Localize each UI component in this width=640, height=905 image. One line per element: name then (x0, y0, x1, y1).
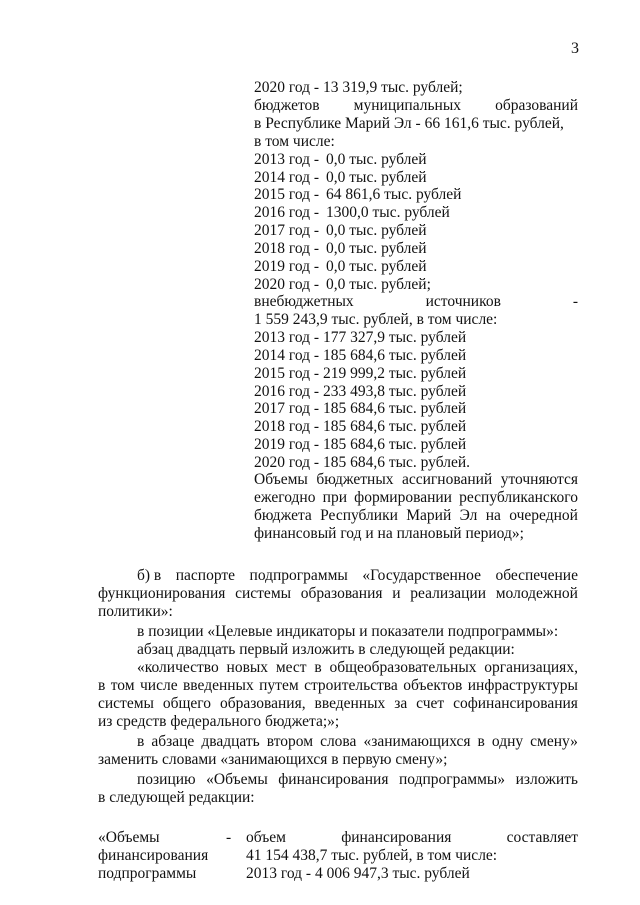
abzac-22-line-2: заменить словами «занимающихся в первую смену»; (98, 751, 448, 768)
municipal-heading-line (254, 97, 578, 114)
text-word: - (572, 293, 578, 310)
label-dash: - (226, 829, 232, 846)
volume-line-2: в следующей редакции: (98, 789, 255, 806)
page-number: 3 (571, 40, 579, 57)
label-line-3: подпрограммы (98, 865, 197, 882)
list-item: 2019 год - 185 684,6 тыс. рублей (254, 436, 467, 453)
list-item: 2018 год - 185 684,6 тыс. рублей (254, 418, 467, 435)
quote-line-2: в том числе введенных путем строительства объектов инфраструктуры (98, 677, 578, 694)
position-line: в позиции «Целевые индикаторы и показатели подпрограммы»: (137, 623, 559, 640)
volume-line-1: позицию «Объемы финансирования подпрограммы» изложить (137, 771, 578, 788)
list-item: 2019 год - 0,0 тыс. рублей (254, 258, 427, 275)
abzac-22-line-1: в абзаце двадцать втором слова «занимающихся в одну смену» (137, 733, 578, 750)
list-item: 2014 год - 0,0 тыс. рублей (254, 169, 427, 186)
note-line-1: Объемы бюджетных ассигнований уточняются (254, 471, 578, 488)
list-item: 2014 год - 185 684,6 тыс. рублей (254, 347, 467, 364)
text-word: образований (495, 97, 578, 114)
list-item: 2017 год - 185 684,6 тыс. рублей (254, 400, 467, 417)
budget-2020-line: 2020 год - 13 319,9 тыс. рублей; (254, 79, 463, 96)
value-line-1: объем финансирования составляет (246, 829, 578, 846)
quote-line-1: «количество новых мест в общеобразовательных организациях, (137, 659, 578, 676)
para-b-line-1: б) в паспорте подпрограммы «Государственное обеспечение (137, 567, 578, 584)
list-item: 2015 год - 219 999,2 тыс. рублей (254, 365, 467, 382)
para-b-line-2: функционирования системы образования и реализации молодежной (98, 585, 578, 602)
extrabudgetary-total-line: 1 559 243,9 тыс. рублей, в том числе: (254, 311, 498, 328)
list-item: 2020 год - 0,0 тыс. рублей; (254, 276, 431, 293)
list-item: 2016 год - 233 493,8 тыс. рублей (254, 383, 467, 400)
extrabudgetary-heading-line (254, 293, 578, 310)
value-line-3: 2013 год - 4 006 947,3 тыс. рублей (246, 865, 470, 882)
note-line-2: ежегодно при формировании республиканского (254, 489, 578, 506)
label-line-1: «Объемы (98, 829, 160, 846)
quote-line-4: из средств федерального бюджета;»; (98, 713, 340, 730)
label-line-2: финансирования (98, 847, 209, 864)
list-item: 2017 год - 0,0 тыс. рублей (254, 222, 427, 239)
abzac-21-line: абзац двадцать первый изложить в следующей редакции: (137, 641, 515, 658)
text-word: внебюджетных (254, 293, 354, 310)
note-line-3: бюджета Республики Марий Эл на очередной (254, 507, 578, 524)
text-word: муниципальных (353, 97, 461, 114)
text-word: источников (425, 293, 501, 310)
quote-line-3: системы общего образования, введенных за счет софинансирования (98, 695, 578, 712)
in-that-number-line: в том числе: (254, 133, 335, 150)
para-b-line-3: политики»: (98, 603, 173, 620)
value-line-2: 41 154 438,7 тыс. рублей, в том числе: (246, 847, 498, 864)
list-item: 2018 год - 0,0 тыс. рублей (254, 240, 427, 257)
list-item: 2020 год - 185 684,6 тыс. рублей. (254, 454, 471, 471)
list-item: 2015 год - 64 861,6 тыс. рублей (254, 186, 462, 203)
list-item: 2016 год - 1300,0 тыс. рублей (254, 204, 450, 221)
text-word: бюджетов (254, 97, 320, 114)
note-line-4: финансовый год и на плановый период»; (254, 525, 524, 542)
list-item: 2013 год - 0,0 тыс. рублей (254, 151, 427, 168)
list-item: 2013 год - 177 327,9 тыс. рублей (254, 329, 467, 346)
municipal-total-line: в Республике Марий Эл - 66 161,6 тыс. рублей, (254, 115, 564, 132)
